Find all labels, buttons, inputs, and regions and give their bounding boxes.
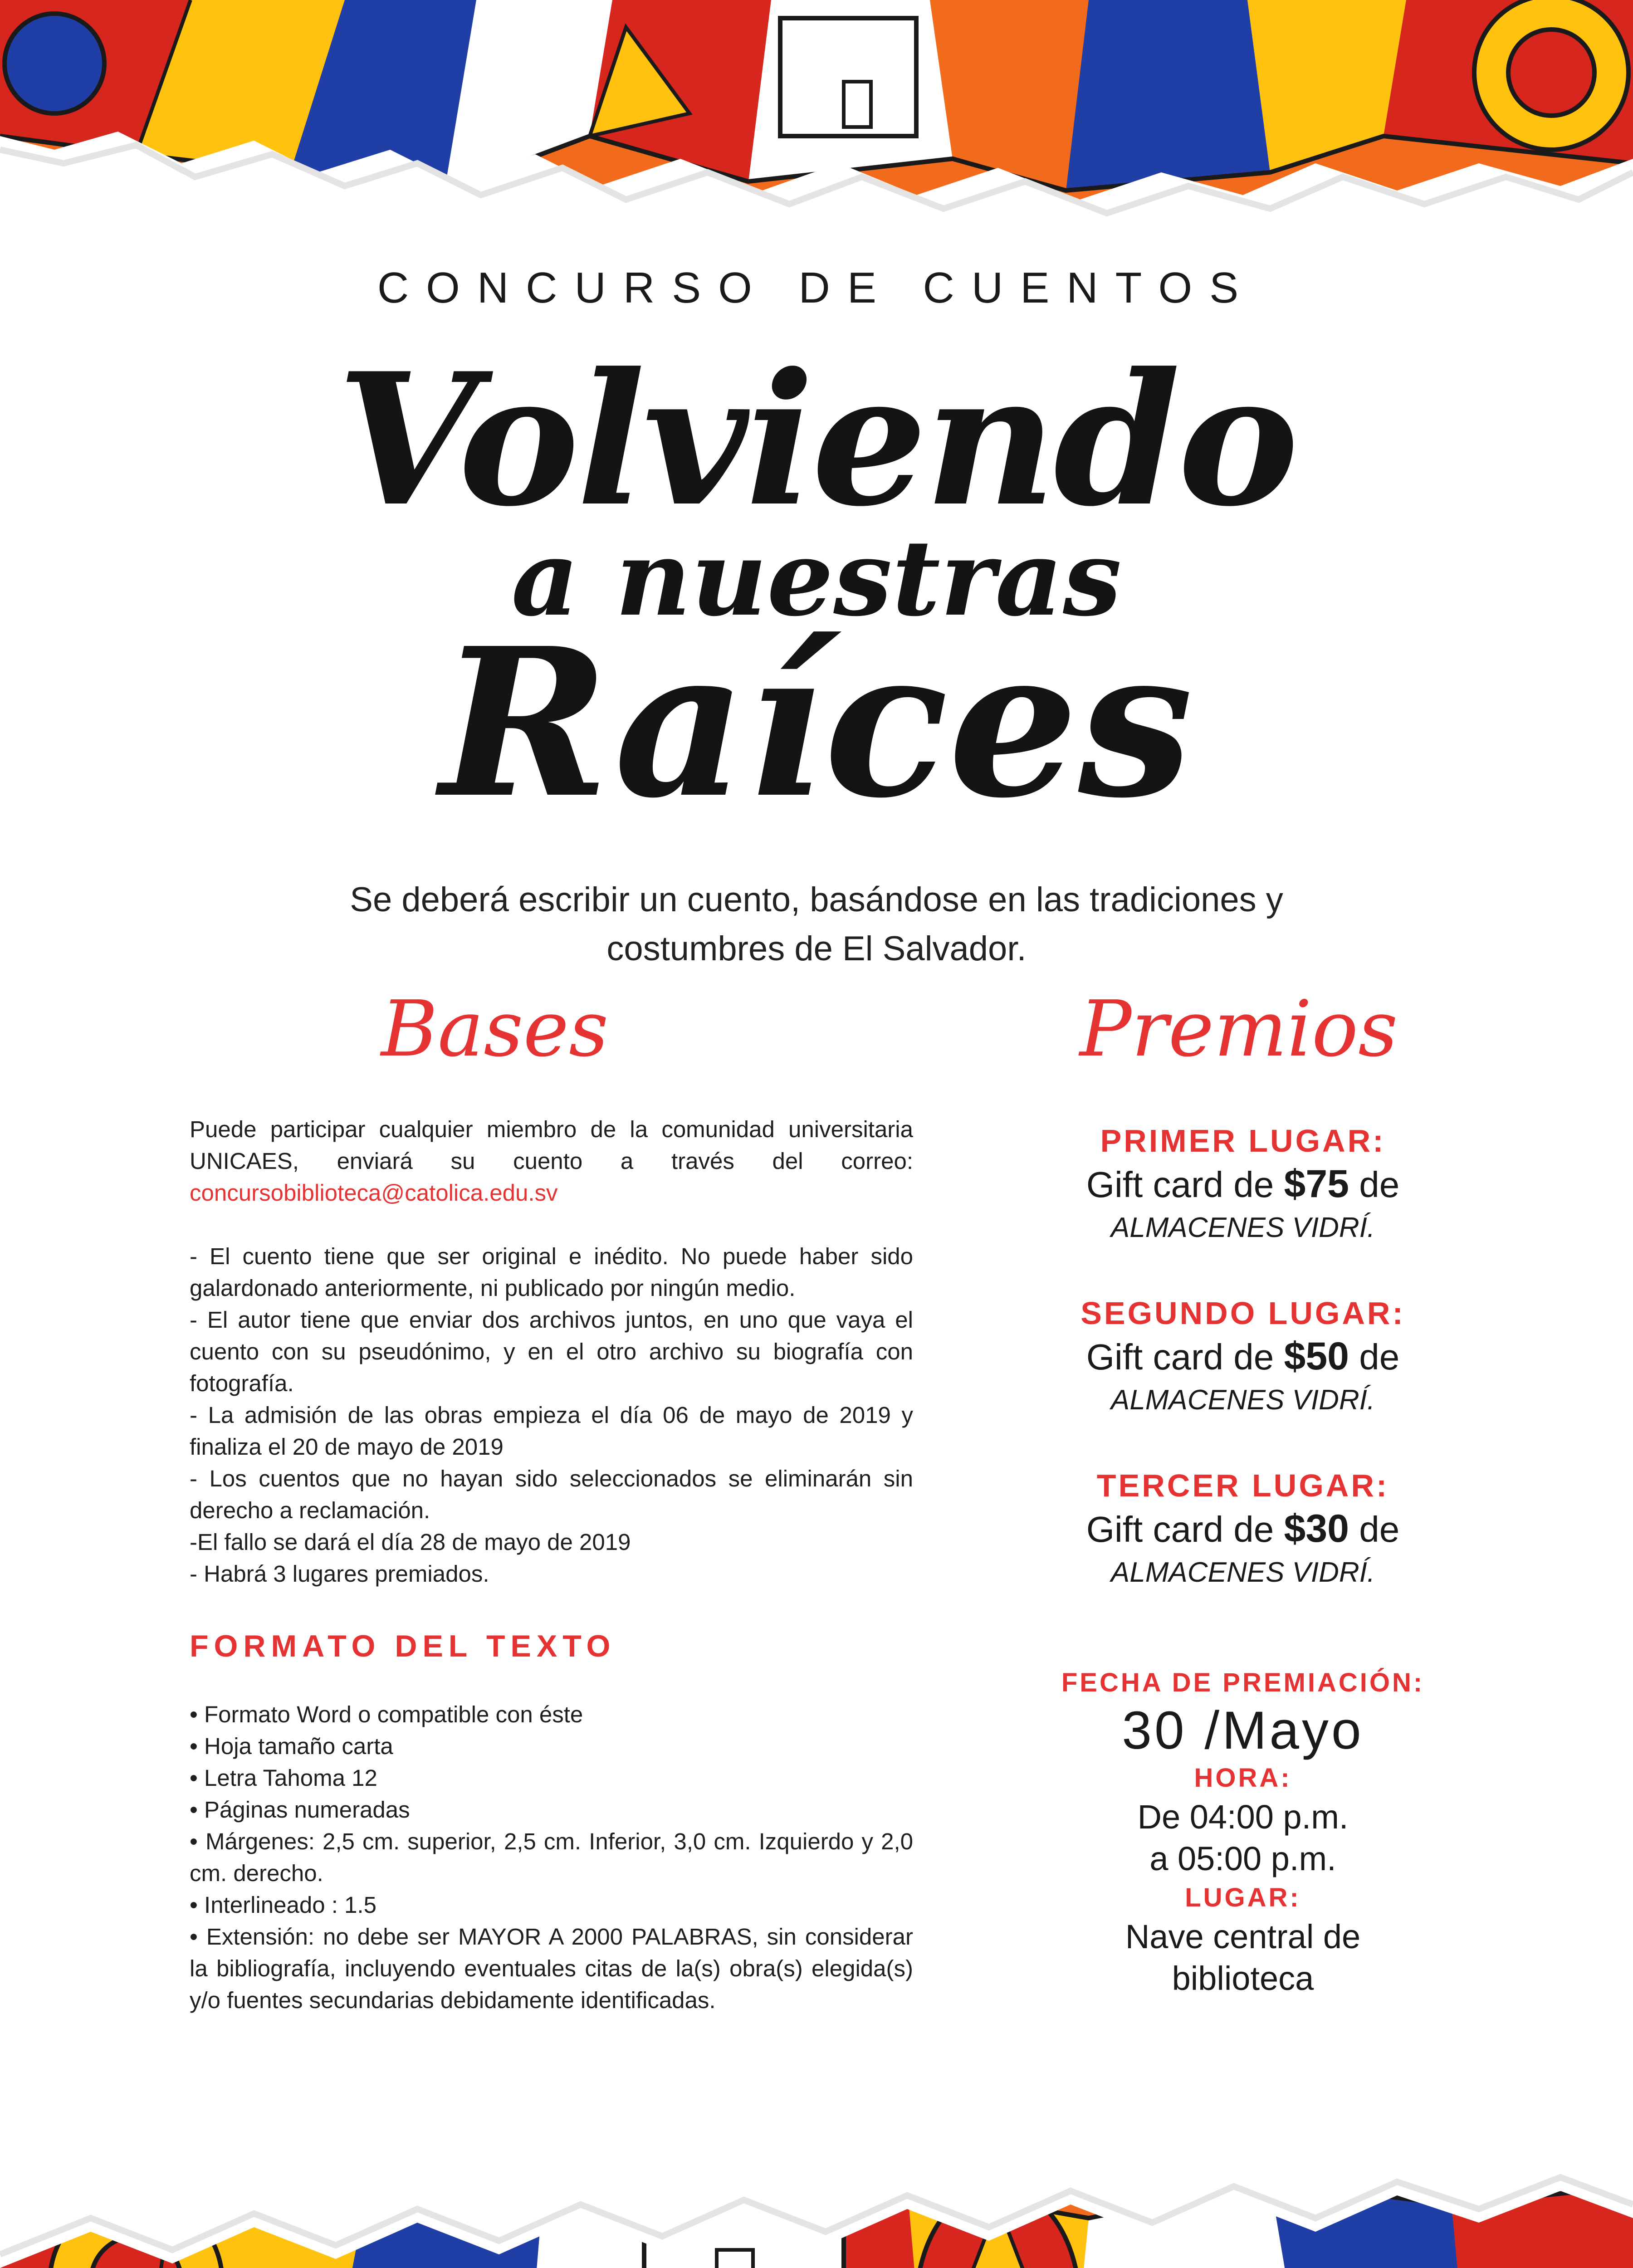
prize-amount: $50 xyxy=(1284,1334,1349,1378)
prize-prefix: Gift card de xyxy=(1086,1164,1274,1205)
time-label: HORA: xyxy=(1194,1763,1292,1793)
bottom-artwork-illustration xyxy=(0,2068,1633,2268)
rule-item: - La admisión de las obras empieza el día 06 de mayo de 2019 y finaliza el 20 de mayo de 2019 xyxy=(190,1402,913,1460)
bottom-artwork xyxy=(0,2068,1633,2268)
formato-item: • Letra Tahoma 12 xyxy=(190,1765,377,1791)
place-label: LUGAR: xyxy=(1185,1883,1301,1912)
prize-prefix: Gift card de xyxy=(1086,1509,1274,1549)
prize-amount: $30 xyxy=(1284,1507,1349,1550)
premios-heading: Premios xyxy=(1080,984,1398,1074)
bases-body xyxy=(190,1114,913,1590)
intro-text xyxy=(0,875,1633,973)
formato-item: • Interlineado : 1.5 xyxy=(190,1892,376,1918)
prize-place: SEGUNDO LUGAR: xyxy=(1081,1295,1405,1331)
formato-list xyxy=(190,1699,913,2016)
prize-line xyxy=(1007,1334,1479,1380)
date-label: FECHA DE PREMIACIÓN: xyxy=(1061,1668,1425,1697)
top-artwork-illustration xyxy=(0,0,1633,254)
prize-prefix: Gift card de xyxy=(1086,1337,1274,1377)
contest-label: CONCURSO DE CUENTOS xyxy=(377,264,1256,312)
prize-place: PRIMER LUGAR: xyxy=(1100,1123,1386,1158)
prize-amount: $75 xyxy=(1284,1162,1349,1206)
intro-line-1: Se deberá escribir un cuento, basándose en las tradiciones y xyxy=(350,880,1283,919)
formato-item: • Páginas numeradas xyxy=(190,1797,410,1823)
prize-first xyxy=(1007,1120,1479,1248)
prize-line xyxy=(1007,1506,1479,1552)
prize-store: ALMACENES VIDRÍ. xyxy=(1110,1557,1375,1588)
prize-suffix: de xyxy=(1359,1337,1400,1377)
rule-item: - Los cuentos que no hayan sido seleccionados se eliminarán sin derecho a reclamación. xyxy=(190,1466,913,1523)
prize-store: ALMACENES VIDRÍ. xyxy=(1110,1212,1375,1243)
prize-second xyxy=(1007,1293,1479,1421)
title-line-2: a nuestras xyxy=(511,517,1122,640)
prize-store: ALMACENES VIDRÍ. xyxy=(1110,1384,1375,1416)
prize-third xyxy=(1007,1465,1479,1593)
top-artwork xyxy=(0,0,1633,254)
bases-heading: Bases xyxy=(381,984,609,1074)
event-info xyxy=(1007,1665,1479,1999)
formato-item: • Extensión: no debe ser MAYOR A 2000 PALABRAS, sin considerar la bibliografía, incluyendo eventuales citas de la(s) obra(s) elegida(s) y/o fuentes secundarias debidamente identificadas. xyxy=(190,1924,913,2013)
formato-item: • Hoja tamaño carta xyxy=(190,1733,393,1759)
spacer xyxy=(190,1209,913,1241)
event-date: 30 /Mayo xyxy=(1122,1701,1364,1760)
title-line-3: Raíces xyxy=(440,603,1193,843)
time-line-2: a 05:00 p.m. xyxy=(1149,1840,1336,1877)
rule-item: - El autor tiene que enviar dos archivos juntos, en uno que vaya el cuento con su pseudónimo, y en el otro archivo su biografía con fotografía. xyxy=(190,1307,913,1396)
prize-suffix: de xyxy=(1359,1509,1400,1549)
rule-item: - Habrá 3 lugares premiados. xyxy=(190,1561,489,1587)
contest-email: concursobiblioteca@catolica.edu.sv xyxy=(190,1180,558,1206)
participation-text: Puede participar cualquier miembro de la comunidad universitaria UNICAES, enviará su cuento a través del correo: xyxy=(190,1116,913,1174)
formato-heading: FORMATO DEL TEXTO xyxy=(190,1629,616,1663)
prize-suffix: de xyxy=(1359,1164,1400,1205)
rule-item: -El fallo se dará el día 28 de mayo de 2019 xyxy=(190,1529,631,1555)
place-line-1: Nave central de xyxy=(1125,1918,1361,1955)
rule-item: - El cuento tiene que ser original e inédito. No puede haber sido galardonado anteriormente, ni publicado por ningún medio. xyxy=(190,1243,913,1301)
intro-line-2: costumbres de El Salvador. xyxy=(606,929,1027,968)
prize-line xyxy=(1007,1161,1479,1207)
bases-participation xyxy=(190,1114,913,1209)
prize-place: TERCER LUGAR: xyxy=(1096,1468,1389,1503)
time-line-1: De 04:00 p.m. xyxy=(1137,1798,1349,1836)
formato-item: • Formato Word o compatible con éste xyxy=(190,1701,583,1727)
place-line-2: biblioteca xyxy=(1172,1960,1314,1997)
title-line-1: Volviendo xyxy=(337,333,1296,547)
premios-column xyxy=(1007,989,1479,2032)
formato-item: • Márgenes: 2,5 cm. superior, 2,5 cm. Inferior, 3,0 cm. Izquierdo y 2,0 cm. derecho. xyxy=(190,1828,913,1886)
